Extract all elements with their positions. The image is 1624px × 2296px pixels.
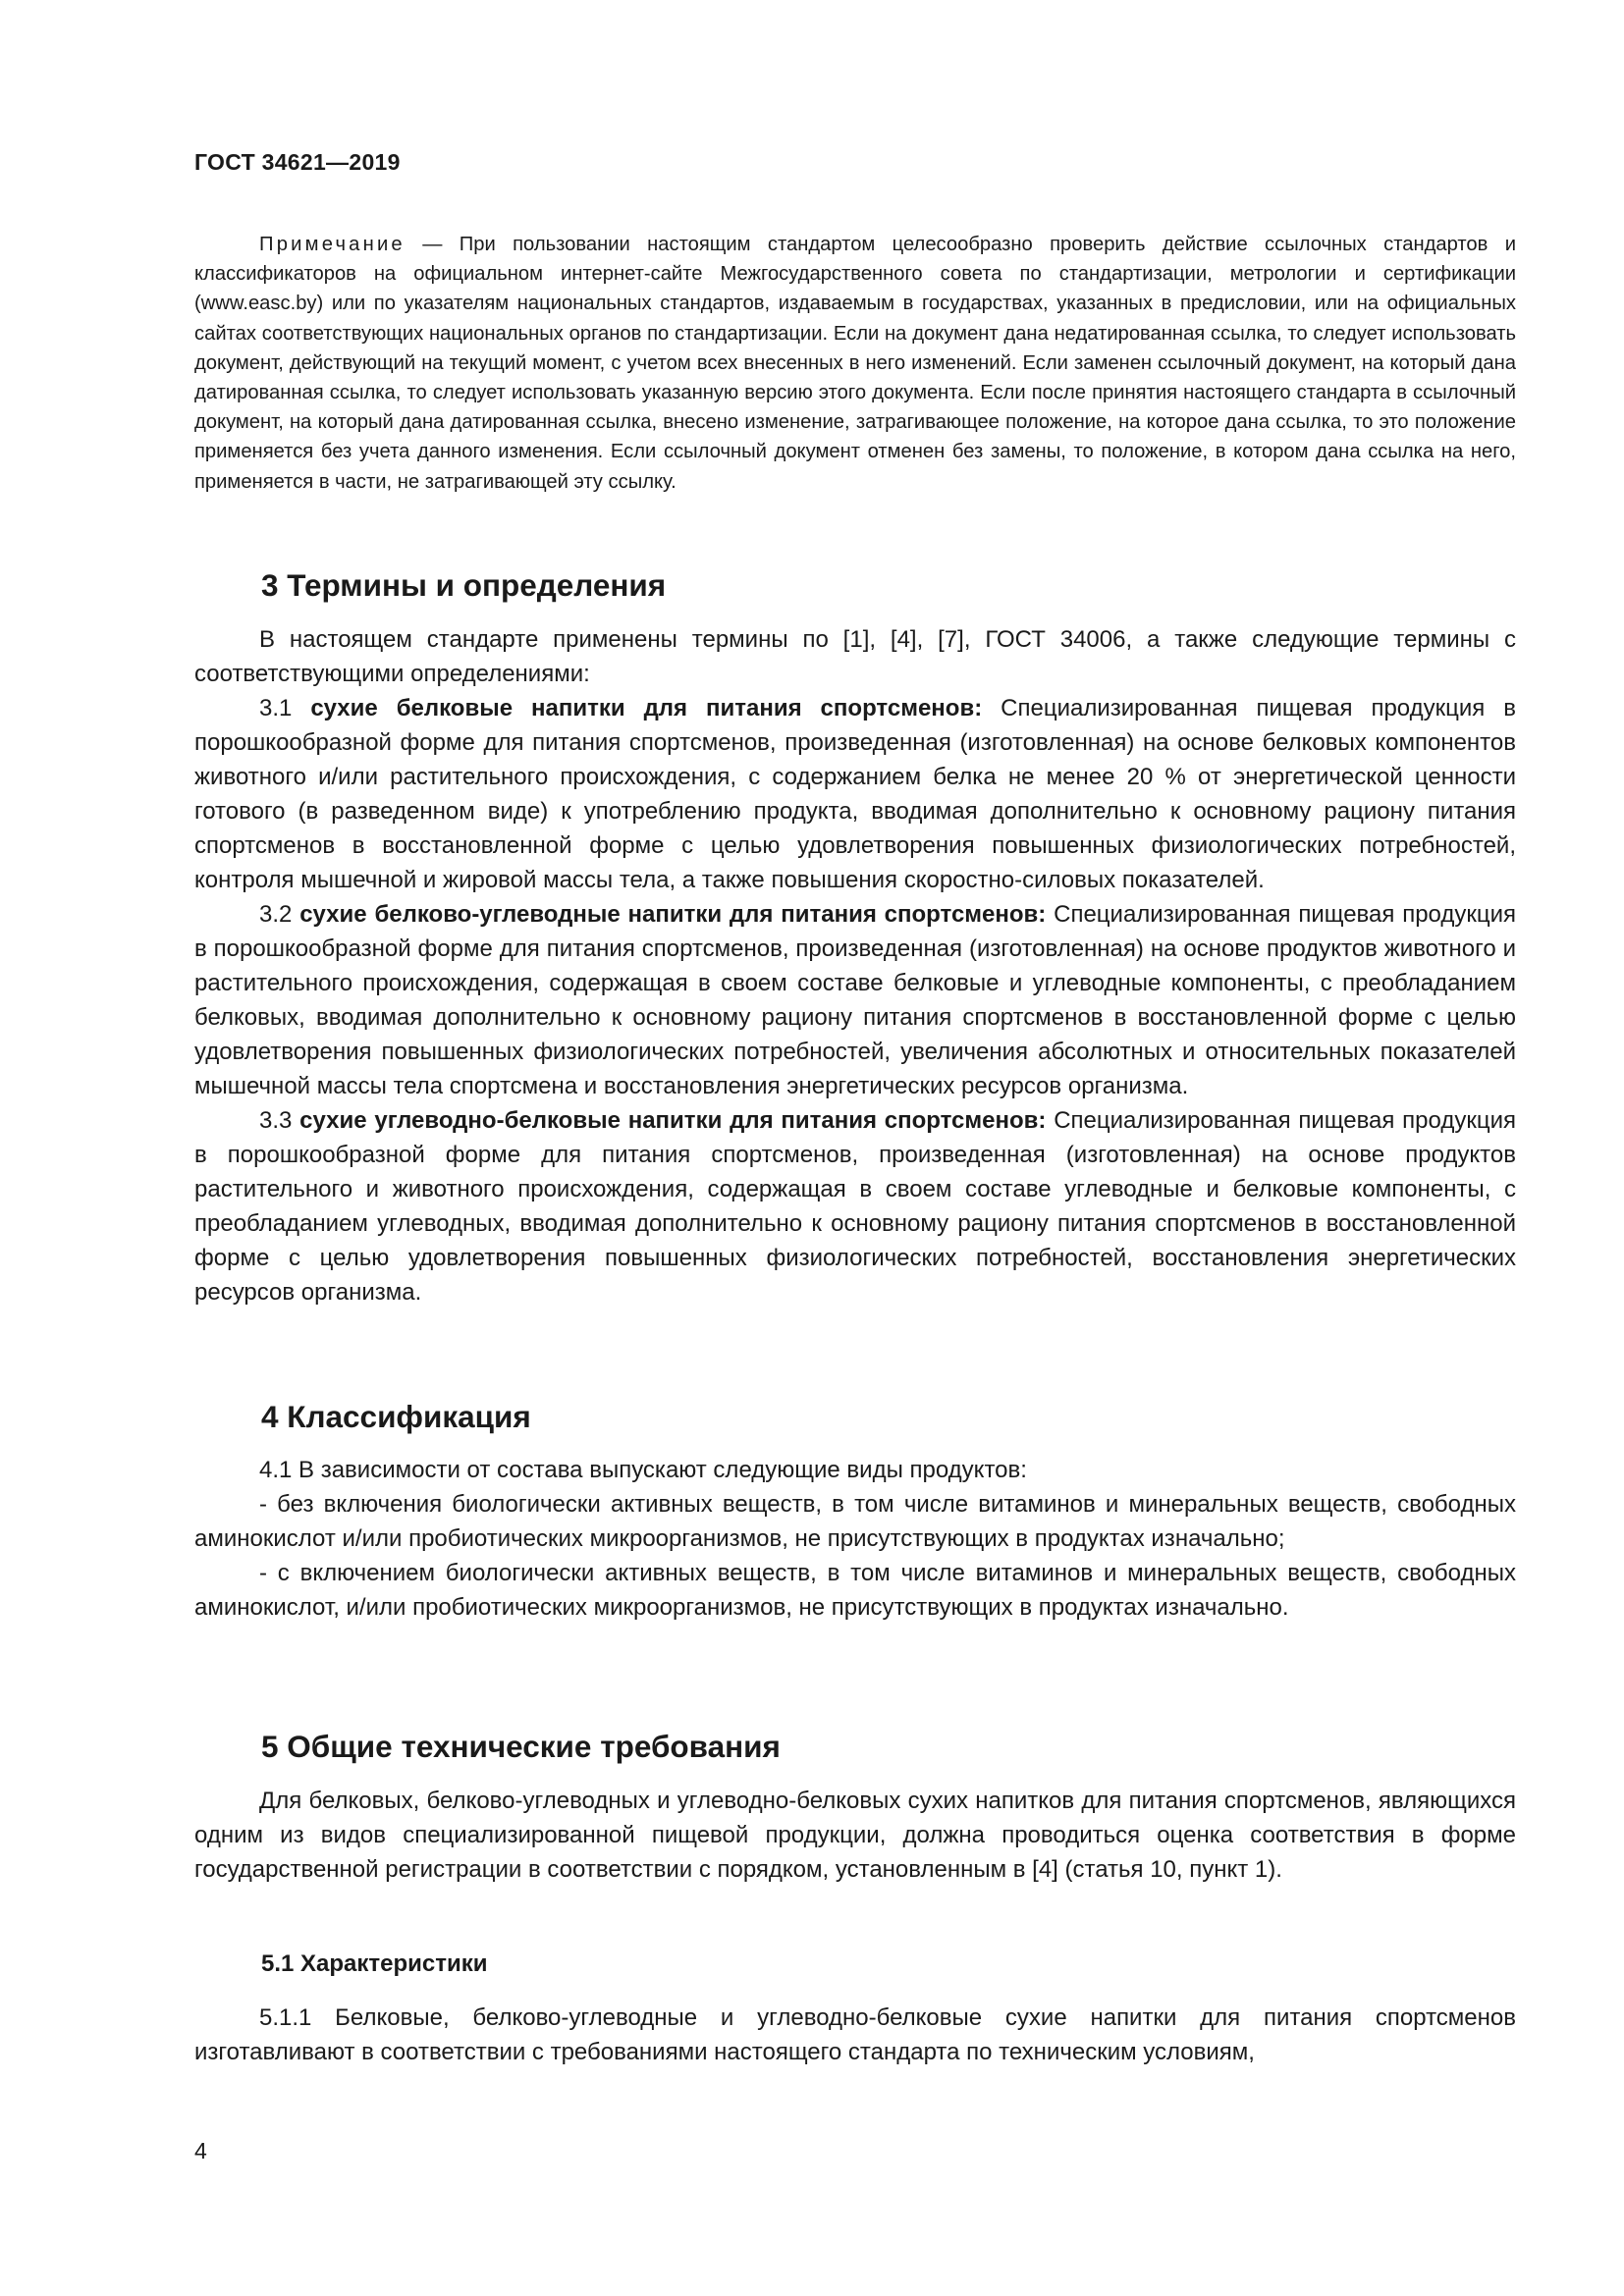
term-definition: Специализированная пищевая продукция в порошкообразной форме для питания спортсменов, произведенная (изготовленная) на основе продуктов животного и растительного происхождения, содержащая в своем составе белковые и углеводные компоненты, с преобладанием белковых, вводимая дополнительно к основному рациону питания спортсменов в восстановленной форме с целью удовлетворения повышенных физиологических потребностей, увеличения абсолютных и относительных показателей мышечной массы тела спортсмена и восстановления энергетических ресурсов организма. [194, 901, 1517, 1099]
term-definition: Специализированная пищевая продукция в порошкообразной форме для питания спортсменов, произведенная (изготовленная) на основе продуктов растительного и животного происхождения, содержащая в своем составе углеводные и белковые компоненты, с преобладанием углеводных, вводимая дополнительно к основному рациону питания спортсменов в восстановленной форме с целью удовлетворения повышенных физиологических потребностей, восстановления энергетических ресурсов организма. [194, 1107, 1516, 1306]
clause-4-1: 4.1 В зависимости от состава выпускают следующие виды продуктов: [259, 1457, 1027, 1483]
clause-5-1-1: 5.1.1 Белковые, белково-углеводные и углеводно-белковые сухие напитки для питания спортсменов изготавливают в соответствии с требованиями настоящего стандарта по техническим условиям, [194, 2004, 1516, 2065]
subsection-5-1-heading: 5.1 Характеристики [261, 1950, 488, 1977]
section-3-intro: В настоящем стандарте применены термины по [1], [4], [7], ГОСТ 34006, а также следующие термины с соответствующими определениями: [194, 626, 1516, 687]
clause-5-1-1-body [194, 2001, 1516, 2069]
note-text: — При пользовании настоящим стандартом целесообразно проверить действие ссылочных стандартов и классификаторов на официальном интернет-сайте Межгосударственного совета по стандартизации, метрологии и сертификации (www.easc.by) или по указателям национальных стандартов, издаваемым в государствах, указанных в предисловии, или на официальных сайтах соответствующих национальных органов по стандартизации. Если на документ дана недатированная ссылка, то следует использовать документ, действующий на текущий момент, с учетом всех внесенных в него изменений. Если заменен ссылочный документ, на который дана датированная ссылка, то следует использовать указанную версию этого документа. Если после принятия настоящего стандарта в ссылочный документ, на который дана датированная ссылка, внесено изменение, затрагивающее положение, на которое дана ссылка, то это положение применяется без учета данного изменения. Если ссылочный документ отменен без замены, то положение, в котором дана ссылка на него, применяется в части, не затрагивающей эту ссылку. [194, 234, 1516, 493]
note-label: Примечание [259, 234, 406, 255]
term-number: 3.1 [259, 695, 311, 721]
section-5-body [194, 1784, 1516, 1887]
term-number: 3.3 [259, 1107, 300, 1134]
term-3-2 [194, 897, 1516, 1103]
section-5-intro: Для белковых, белково-углеводных и углеводно-белковых сухих напитков для питания спортсменов, являющихся одним из видов специализированной пищевой продукции, должна проводиться оценка соответствия в форме государственной регистрации в соответствии с порядком, установленным в [4] (статья 10, пункт 1). [194, 1788, 1516, 1883]
section-3-heading: 3 Термины и определения [261, 567, 667, 603]
note-block [194, 230, 1516, 497]
term-title: сухие углеводно-белковые напитки для питания спортсменов: [299, 1107, 1047, 1134]
term-title: сухие белковые напитки для питания спортсменов: [310, 695, 983, 721]
list-item: - без включения биологически активных веществ, в том числе витаминов и минеральных веществ, свободных аминокислот и/или пробиотических микроорганизмов, не присутствующих в продуктах изначально; [194, 1491, 1516, 1552]
section-3-body [194, 622, 1516, 1309]
page-number: 4 [194, 2138, 207, 2163]
section-4-heading: 4 Классификация [261, 1399, 531, 1434]
section-5-heading: 5 Общие технические требования [261, 1729, 781, 1764]
section-4-body [194, 1453, 1516, 1625]
term-3-1 [194, 691, 1516, 897]
term-definition: Специализированная пищевая продукция в порошкообразной форме для питания спортсменов, произведенная (изготовленная) на основе белковых компонентов животного и/или растительного происхождения, с содержанием белка не менее 20 % от энергетической ценности готового (в разведенном виде) к употреблению продукта, вводимая дополнительно к основному рациону питания спортсменов в восстановленной форме с целью удовлетворения повышенных физиологических потребностей, контроля мышечной и жировой массы тела, а также повышения скоростно-силовых показателей. [194, 695, 1516, 893]
note-paragraph [194, 230, 1516, 497]
term-title: сухие белково-углеводные напитки для питания спортсменов: [299, 901, 1047, 928]
document-designation: ГОСТ 34621—2019 [194, 149, 401, 175]
term-3-3 [194, 1103, 1516, 1309]
term-number: 3.2 [259, 901, 300, 928]
list-item: - с включением биологически активных веществ, в том числе витаминов и минеральных веществ, свободных аминокислот, и/или пробиотических микроорганизмов, не присутствующих в продуктах изначально. [194, 1560, 1516, 1621]
